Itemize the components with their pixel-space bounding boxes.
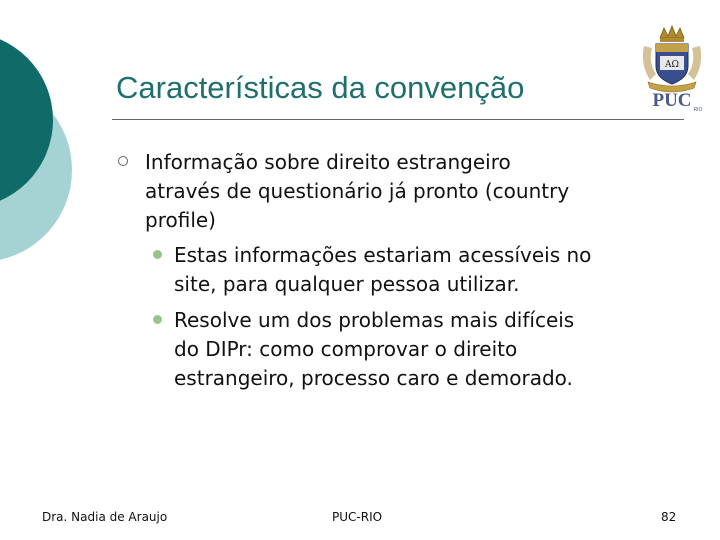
bullet-line: através de questionário já pronto (country	[145, 179, 570, 203]
sub-bullet-line: site, para qualquer pessoa utilizar.	[174, 272, 520, 296]
logo-subtext: RIO	[693, 107, 703, 112]
sub-bullet-dot-icon	[153, 250, 162, 259]
bullet-circle-icon	[118, 156, 128, 166]
sub-bullet-line: Estas informações estariam acessíveis no	[174, 243, 592, 267]
logo-shield-text: AΩ	[665, 60, 679, 70]
bullet-line: profile)	[145, 208, 216, 232]
puc-rio-logo	[638, 24, 706, 112]
logo-text: PUC	[652, 90, 692, 111]
sub-bullet-line: Resolve um dos problemas mais difíceis	[174, 308, 575, 332]
sub-bullet-line: do DIPr: como comprovar o direito	[174, 337, 518, 361]
slide-title: Características da convenção	[116, 70, 525, 105]
decorative-circles	[0, 0, 120, 300]
footer-author: Dra. Nadia de Araujo	[42, 510, 168, 524]
bullet-line: Informação sobre direito estrangeiro	[145, 150, 511, 174]
title-divider	[112, 119, 684, 120]
sub-bullet-line: estrangeiro, processo caro e demorado.	[174, 366, 573, 390]
footer-center: PUC-RIO	[332, 510, 383, 524]
page-number: 82	[661, 510, 677, 524]
sub-bullet-dot-icon	[153, 315, 162, 324]
